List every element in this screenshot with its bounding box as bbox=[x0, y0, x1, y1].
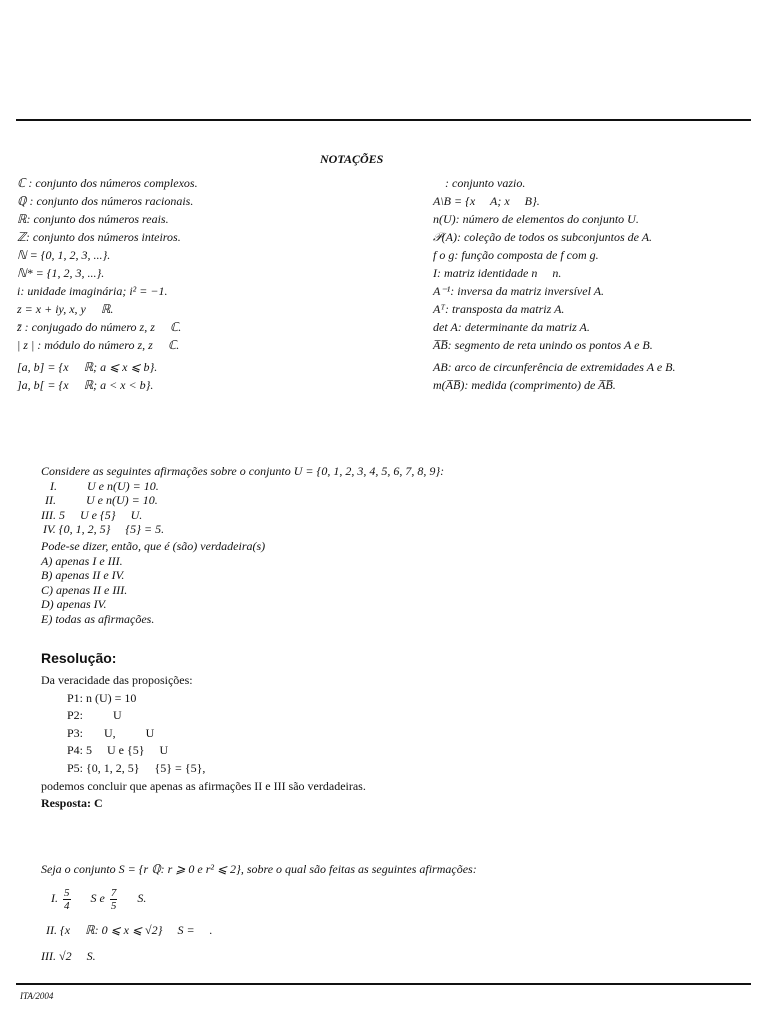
question-1-item-2: II. U e n(U) = 10. bbox=[45, 493, 158, 508]
footer-label: ITA/2004 bbox=[20, 991, 54, 1001]
notacao-right-12: m(A̅B̅): medida (comprimento) de A̅B̅. bbox=[433, 378, 616, 392]
fraction-5-4 bbox=[63, 887, 71, 912]
notacao-right-2: A\B = {x A; x B}. bbox=[433, 194, 540, 208]
item-1-end: S. bbox=[122, 891, 147, 905]
notacao-right-10: A̅B̅: segmento de reta unindo os pontos A e B. bbox=[433, 338, 653, 352]
prop-3: P3: U, U bbox=[67, 725, 155, 740]
notacao-left-2: ℚ : conjunto dos números racionais. bbox=[17, 194, 194, 208]
question-1-prompt: Pode-se dizer, então, que é (são) verdadeira(s) bbox=[41, 538, 266, 553]
prop-1: P1: n (U) = 10 bbox=[67, 690, 137, 705]
notacao-right-9: det A: determinante da matriz A. bbox=[433, 320, 590, 334]
notacao-right-8: Aᵀ: transposta da matriz A. bbox=[433, 302, 565, 316]
option-a: A) apenas I e III. bbox=[41, 553, 123, 568]
top-rule bbox=[16, 119, 751, 121]
question-1-item-3: III. 5 U e {5} U. bbox=[41, 507, 143, 522]
fraction-7-5 bbox=[110, 887, 118, 912]
notacao-right-3: n(U): número de elementos do conjunto U. bbox=[433, 212, 639, 226]
notacao-right-1: : conjunto vazio. bbox=[433, 176, 526, 190]
option-c: C) apenas II e III. bbox=[41, 582, 128, 597]
prop-4: P4: 5 U e {5} U bbox=[67, 743, 169, 758]
notacao-right-5: f o g: função composta de f com g. bbox=[433, 248, 599, 262]
question-2-item-1 bbox=[51, 884, 146, 912]
question-1-item-4: IV. {0, 1, 2, 5} {5} = 5. bbox=[43, 522, 165, 537]
question-1 bbox=[41, 464, 444, 627]
notacao-left-11: [a, b] = {x ℝ; a ⩽ x ⩽ b}. bbox=[17, 360, 158, 374]
notacao-left-5: ℕ = {0, 1, 2, 3, ...}. bbox=[17, 248, 111, 262]
question-2-statement: Seja o conjunto S = {r ℚ: r ⩾ 0 e r² ⩽ 2}, sobre o qual são feitas as seguintes afirmações: bbox=[41, 862, 477, 876]
prop-5: P5: {0, 1, 2, 5} {5} = {5}, bbox=[67, 760, 206, 775]
notacao-left-9: z̄ : conjugado do número z, z ℂ. bbox=[17, 320, 182, 334]
item-1-label: I. bbox=[51, 891, 58, 905]
fraction-denominator: 5 bbox=[110, 899, 117, 912]
fraction-denominator: 4 bbox=[64, 899, 70, 912]
notacoes-left bbox=[17, 174, 198, 394]
notacao-left-10: | z | : módulo do número z, z ℂ. bbox=[17, 338, 180, 352]
notacao-left-8: z = x + iy, x, y ℝ. bbox=[17, 302, 114, 316]
option-d: D) apenas IV. bbox=[41, 597, 107, 612]
notacao-left-6: ℕ* = {1, 2, 3, ...}. bbox=[17, 266, 105, 280]
notacoes-right bbox=[433, 174, 675, 394]
option-b: B) apenas II e IV. bbox=[41, 568, 125, 583]
notacao-left-1: ℂ : conjunto dos números complexos. bbox=[17, 176, 198, 190]
page-title: NOTAÇÕES bbox=[320, 152, 384, 166]
notacao-left-3: ℝ: conjunto dos números reais. bbox=[17, 212, 169, 226]
notacao-right-4: 𝒫(A): coleção de todos os subconjuntos de A. bbox=[433, 230, 653, 244]
prop-2: P2: U bbox=[67, 708, 122, 723]
option-e: E) todas as afirmações. bbox=[41, 611, 155, 626]
resolucao-heading: Resolução: bbox=[41, 650, 117, 666]
notacao-right-7: A⁻¹: inversa da matriz inversível A. bbox=[433, 284, 605, 298]
notacao-left-4: ℤ: conjunto dos números inteiros. bbox=[17, 230, 181, 244]
bottom-rule bbox=[16, 983, 751, 985]
notacao-left-7: i: unidade imaginária; i² = −1. bbox=[17, 284, 168, 298]
notacao-right-11: AB: arco de circunferência de extremidades A e B. bbox=[433, 360, 676, 374]
resolucao-intro: Da veracidade das proposições: bbox=[41, 673, 193, 687]
question-1-statement: Considere as seguintes afirmações sobre o conjunto U = {0, 1, 2, 3, 4, 5, 6, 7, 8, 9}: bbox=[41, 464, 445, 478]
fraction-numerator: 7 bbox=[110, 886, 117, 899]
item-1-middle: S e bbox=[75, 891, 105, 905]
answer: Resposta: C bbox=[41, 796, 103, 811]
notacao-left-12: ]a, b[ = {x ℝ; a < x < b}. bbox=[17, 378, 154, 392]
resolucao-conclusion: podemos concluir que apenas as afirmações II e III são verdadeiras. bbox=[41, 778, 366, 793]
notacao-right-6: I: matriz identidade n n. bbox=[433, 266, 562, 280]
fraction-numerator: 5 bbox=[64, 886, 70, 899]
question-1-item-1: I. U e n(U) = 10. bbox=[50, 478, 159, 493]
question-2-item-3: III. √2 S. bbox=[41, 949, 96, 963]
resolucao-body bbox=[41, 672, 366, 813]
question-2-item-2: II. {x ℝ: 0 ⩽ x ⩽ √2} S = . bbox=[46, 923, 213, 937]
